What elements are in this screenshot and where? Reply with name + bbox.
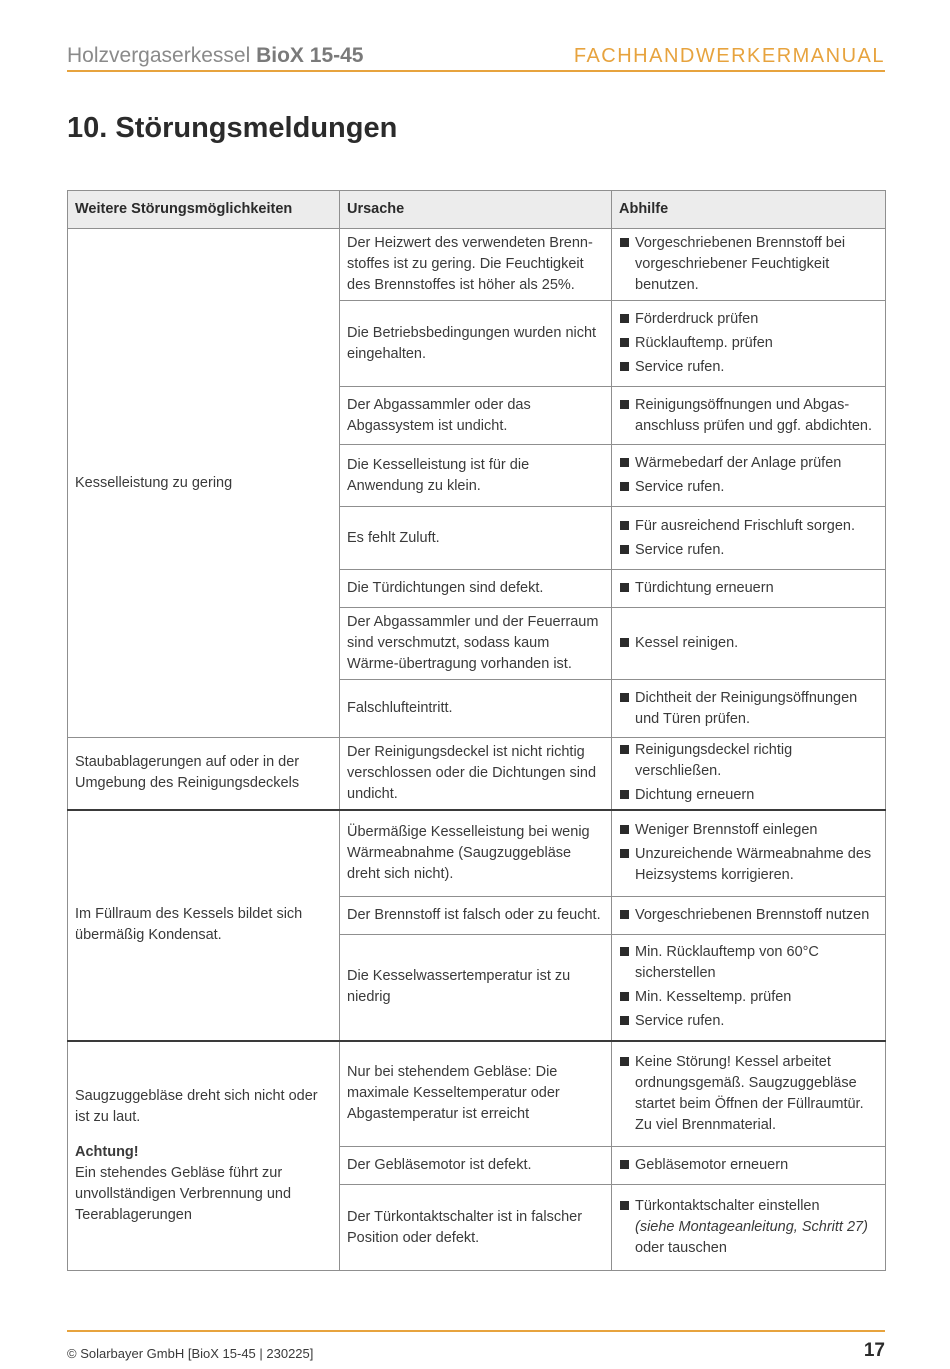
- cause-cell: Die Kesselwassertemperatur ist zu niedrig: [340, 935, 612, 1041]
- cause-cell: Der Abgassammler und der Feuerraum sind verschmutzt, sodass kaum Wärme-übertragung vorhanden ist.: [340, 608, 612, 680]
- page-header: [67, 40, 885, 72]
- cause-cell: Es fehlt Zuluft.: [340, 507, 612, 570]
- remedy-item: Für ausreichend Frischluft sorgen.: [619, 516, 878, 537]
- remedy-item: Service rufen.: [619, 357, 878, 378]
- remedy-cell: [612, 1147, 886, 1185]
- table-header-row: [68, 191, 886, 229]
- remedy-cell: [612, 738, 886, 810]
- remedy-text: Türkontaktschalter einstellen: [635, 1198, 820, 1214]
- table-row: [68, 810, 886, 897]
- header-title-plain: Holzvergaserkessel: [67, 44, 251, 67]
- cause-cell: Die Betriebsbedingungen wurden nicht eingehalten.: [340, 301, 612, 387]
- remedy-cell: [612, 507, 886, 570]
- cause-cell: Übermäßige Kesselleistung bei wenig Wärmeabnahme (Saugzuggebläse dreht sich nicht).: [340, 810, 612, 897]
- fault-table: [67, 190, 886, 1271]
- column-header-symptom: Weitere Störungsmöglichkeiten: [68, 191, 340, 229]
- remedy-cell: [612, 229, 886, 301]
- symptom-text: Saugzuggebläse dreht sich nicht oder ist zu laut.: [75, 1087, 318, 1125]
- remedy-item: Dichtheit der Reinigungsöffnungen und Türen prüfen.: [619, 688, 878, 730]
- cause-cell: Falschlufteintritt.: [340, 680, 612, 738]
- remedy-cell: [612, 1185, 886, 1271]
- cause-cell: Nur bei stehendem Gebläse: Die maximale Kesseltemperatur oder Abgastemperatur ist erreicht: [340, 1041, 612, 1147]
- cause-cell: Der Türkontaktschalter ist in falscher Position oder defekt.: [340, 1185, 612, 1271]
- cause-cell: Der Reinigungsdeckel ist nicht richtig verschlossen oder die Dichtungen sind undicht.: [340, 738, 612, 810]
- remedy-cell: [612, 570, 886, 608]
- remedy-item: Reinigungsöffnungen und Abgas-anschluss prüfen und ggf. abdichten.: [619, 395, 878, 437]
- remedy-item: Rücklauftemp. prüfen: [619, 333, 878, 354]
- remedy-item: Reinigungsdeckel richtig verschließen.: [619, 740, 878, 782]
- symptom-cell: Staubablagerungen auf oder in der Umgebung des Reinigungsdeckels: [68, 738, 340, 810]
- remedy-cell: [612, 1041, 886, 1147]
- table-row: [68, 229, 886, 301]
- table-row: [68, 1041, 886, 1147]
- page-footer: [67, 1330, 885, 1361]
- remedy-item: [619, 1196, 878, 1259]
- remedy-tail: oder tauschen: [635, 1240, 727, 1256]
- header-section: FACHHANDWERKERMANUAL: [573, 45, 885, 67]
- remedy-cell: [612, 897, 886, 935]
- remedy-reference: (siehe Montageanleitung, Schritt 27): [635, 1219, 868, 1235]
- header-title-model: BioX 15-45: [256, 44, 364, 67]
- symptom-cell: Im Füllraum des Kessels bildet sich übermäßig Kondensat.: [68, 810, 340, 1041]
- warning-title: Achtung!: [75, 1143, 139, 1160]
- header-title: [67, 44, 363, 68]
- cause-cell: Der Abgassammler oder das Abgassystem ist undicht.: [340, 387, 612, 445]
- remedy-item: Förderdruck prüfen: [619, 309, 878, 330]
- remedy-item: Kessel reinigen.: [619, 633, 878, 654]
- remedy-item: Vorgeschriebenen Brennstoff nutzen: [619, 905, 878, 926]
- remedy-item: Min. Rücklauftemp von 60°C sicherstellen: [619, 942, 878, 984]
- remedy-item: Service rufen.: [619, 540, 878, 561]
- footer-copyright: © Solarbayer GmbH [BioX 15-45 | 230225]: [67, 1346, 314, 1361]
- warning-text: Ein stehendes Gebläse führt zur unvollständigen Verbrennung und Teerablagerungen: [75, 1164, 292, 1223]
- remedy-item: Türdichtung erneuern: [619, 578, 878, 599]
- remedy-cell: [612, 445, 886, 507]
- remedy-item: Gebläsemotor erneuern: [619, 1155, 878, 1176]
- remedy-cell: [612, 810, 886, 897]
- symptom-cell: Kesselleistung zu gering: [68, 229, 340, 738]
- cause-cell: Der Heizwert des verwendeten Brenn-stoffes ist zu gering. Die Feuchtigkeit des Brennstoffes ist höher als 25%.: [340, 229, 612, 301]
- remedy-cell: [612, 608, 886, 680]
- cause-cell: Der Brennstoff ist falsch oder zu feucht.: [340, 897, 612, 935]
- remedy-item: Dichtung erneuern: [619, 785, 878, 806]
- remedy-item: Service rufen.: [619, 477, 878, 498]
- remedy-cell: [612, 387, 886, 445]
- cause-cell: Die Kesselleistung ist für die Anwendung zu klein.: [340, 445, 612, 507]
- symptom-cell: [68, 1041, 340, 1271]
- remedy-item: Service rufen.: [619, 1011, 878, 1032]
- remedy-cell: [612, 935, 886, 1041]
- remedy-item: Vorgeschriebenen Brennstoff bei vorgeschriebener Feuchtigkeit benutzen.: [619, 233, 878, 296]
- cause-cell: Der Gebläsemotor ist defekt.: [340, 1147, 612, 1185]
- remedy-item: Keine Störung! Kessel arbeitet ordnungsgemäß. Saugzuggebläse startet beim Öffnen der Füllraumtür. Zu viel Brennmaterial.: [619, 1052, 878, 1136]
- cause-cell: Die Türdichtungen sind defekt.: [340, 570, 612, 608]
- column-header-cause: Ursache: [340, 191, 612, 229]
- remedy-cell: [612, 301, 886, 387]
- remedy-item: Min. Kesseltemp. prüfen: [619, 987, 878, 1008]
- column-header-remedy: Abhilfe: [612, 191, 886, 229]
- page-title: 10. Störungsmeldungen: [67, 112, 398, 144]
- page-number: 17: [863, 1340, 885, 1361]
- remedy-item: Wärmebedarf der Anlage prüfen: [619, 453, 878, 474]
- remedy-item: Unzureichende Wärmeabnahme des Heizsystems korrigieren.: [619, 844, 878, 886]
- remedy-item: Weniger Brennstoff einlegen: [619, 820, 878, 841]
- table-row: [68, 738, 886, 810]
- remedy-cell: [612, 680, 886, 738]
